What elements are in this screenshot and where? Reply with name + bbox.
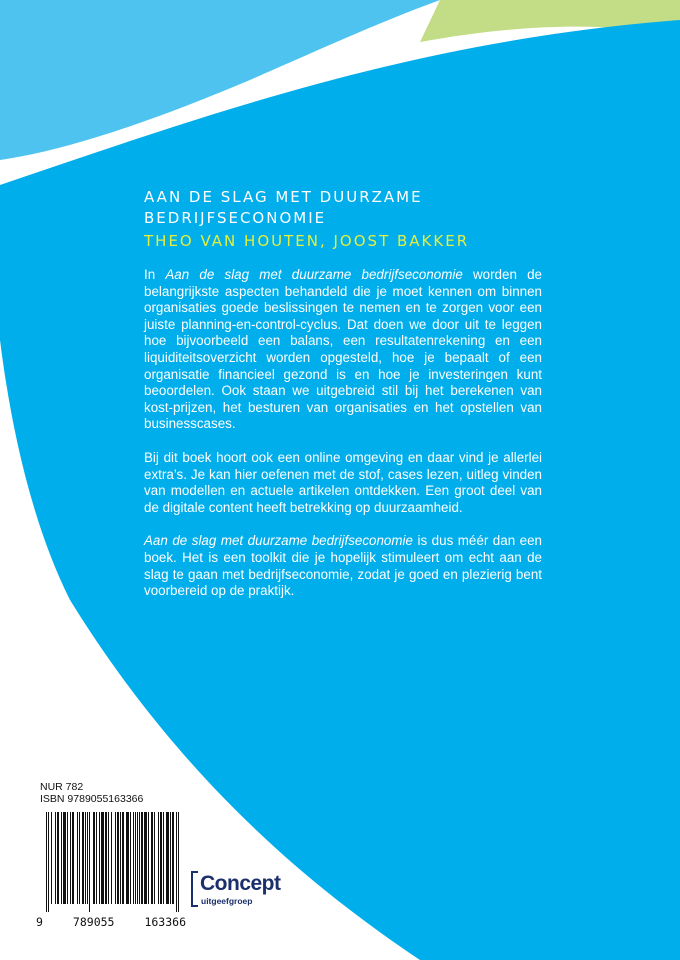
barcode-bar (160, 812, 162, 904)
barcode-bar (61, 812, 62, 904)
barcode-bar (72, 812, 74, 904)
barcode-bar (117, 812, 119, 904)
barcode-bar (144, 812, 147, 904)
barcode-bar (108, 812, 109, 904)
barcode-bar (172, 812, 174, 904)
barcode-bar (105, 812, 107, 904)
blurb (144, 267, 542, 617)
barcode-bar (93, 812, 95, 904)
barcode-bar (57, 812, 59, 904)
book-title-italic: Aan de slag met duurzame bedrijfseconomie (165, 267, 463, 282)
barcode-bars (46, 812, 182, 912)
barcode-bar (82, 812, 84, 904)
barcode-bar (101, 812, 104, 904)
barcode-bar (122, 812, 124, 904)
barcode-bar (111, 812, 112, 904)
barcode-bar (176, 812, 177, 912)
barcode-bar (154, 812, 155, 904)
barcode-bar (170, 812, 171, 904)
barcode-digits (36, 915, 186, 929)
barcode-bar (151, 812, 153, 904)
barcode-digit-prefix: 9 (36, 915, 43, 929)
barcode-bar (137, 812, 138, 904)
barcode-bar (63, 812, 66, 904)
barcode-bar (133, 812, 134, 904)
barcode-digit-group-1: 789055 (72, 915, 115, 929)
logo-bracket-icon (191, 871, 198, 907)
authors: THEO VAN HOUTEN, JOOST BAKKER (144, 232, 470, 250)
barcode-bar (115, 812, 116, 904)
barcode-bar (55, 812, 56, 904)
barcode-bar (89, 812, 90, 912)
isbn-barcode (36, 812, 186, 929)
barcode-bar (77, 812, 78, 904)
barcode-bar (48, 812, 49, 912)
book-metadata (40, 781, 143, 805)
barcode-bar (148, 812, 149, 904)
barcode-bar (139, 812, 140, 904)
barcode-bar (178, 812, 179, 912)
blurb-paragraph-1: In Aan de slag met duurzame bedrijfseconomie worden de belangrijkste aspecten behandeld die je moet kennen om binnen organisaties goede beslissingen te nemen en te zorgen voor een juiste planning-en-control-cyclus. Dat doen we door uit te leggen hoe bijvoorbeeld een balans, een resultatenrekening en een liquiditeitsoverzicht worden opgesteld, hoe je bepaalt of een organisatie financieel gezond is en hoe je investeringen kunt beoordelen. Ook staan we uitgebreid stil bij het berekenen van kost-prijzen, het besturen van organisaties en het opstellen van businesscases. (144, 267, 542, 432)
barcode-bar (46, 812, 47, 912)
book-title (144, 187, 564, 229)
nur-code: NUR 782 (40, 781, 84, 793)
barcode-bar (166, 812, 169, 904)
logo-subtitle: uitgeefgroep (201, 896, 253, 906)
barcode-bar (79, 812, 80, 904)
isbn: ISBN 9789055163366 (40, 793, 144, 805)
barcode-bar (67, 812, 68, 904)
barcode-bar (141, 812, 143, 904)
publisher-logo (191, 871, 291, 909)
blurb-paragraph-2: Bij dit boek hoort ook een online omgeving en daar vind je allerlei extra’s. Je kan hier oefenen met de stof, cases lezen, uitleg vinden van modellen en actuele artikelen ontdekken. Een groot deel van de digitale content heeft betrekking op duurzaamheid. (144, 449, 542, 515)
book-title-italic: Aan de slag met duurzame bedrijfseconomie (144, 533, 413, 549)
barcode-bar (85, 812, 86, 904)
barcode-bar (135, 812, 136, 904)
barcode-bar (126, 812, 129, 904)
barcode-bar (70, 812, 71, 904)
book-title-line-1: AAN DE SLAG MET DUURZAME (144, 188, 423, 206)
barcode-digit-group-2: 163366 (144, 915, 186, 929)
book-title-line-2: BEDRIJFSECONOMIE (144, 209, 327, 227)
blurb-paragraph-3: Aan de slag met duurzame bedrijfseconomie is dus méér dan een boek. Het is een toolkit die je hopelijk stimuleert om echt aan de slag te gaan met bedrijfseconomie, zodat je goed en plezierig bent voorbereid op de praktijk. (144, 533, 542, 599)
barcode-bar (158, 812, 159, 904)
barcode-bar (163, 812, 164, 904)
barcode-bar (130, 812, 131, 904)
barcode-bar (120, 812, 121, 904)
barcode-bar (96, 812, 97, 904)
barcode-bar (87, 812, 88, 904)
logo-wordmark: Concept (200, 872, 281, 895)
barcode-bar (51, 812, 52, 904)
barcode-bar (99, 812, 100, 904)
